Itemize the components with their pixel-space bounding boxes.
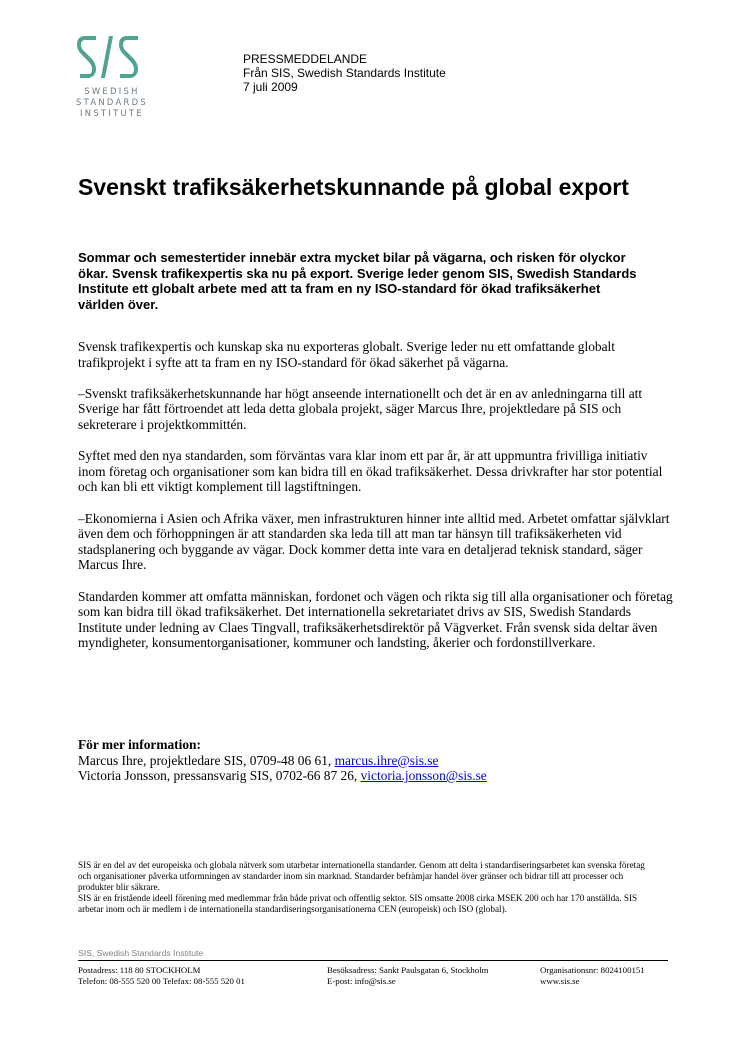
logo-line-1: SWEDISH	[84, 86, 140, 96]
document-type: PRESSMEDDELANDE	[243, 52, 368, 66]
logo-wordmark	[72, 86, 152, 119]
email-link-victoria[interactable]: victoria.jonsson@sis.se	[360, 768, 487, 784]
about-paragraph: SIS är en del av det europeiska och globala nätverk som utarbetar internationella standarder. Genom att delta i standardiseringsarbetet kan svenska företag och organisationer påverka utformningen av standarder inom sin marknad. Standarder befrämjar handel över gränser och bidrar till att processer och produkter blir säkrare.	[78, 860, 645, 893]
footer-org	[540, 965, 645, 986]
sis-logo-mark	[72, 36, 152, 84]
contact-text: Victoria Jonsson, pressansvarig SIS, 0702-66 87 26,	[78, 768, 361, 784]
sender-line: Från SIS, Swedish Standards Institute	[243, 66, 446, 80]
contact-info	[78, 737, 678, 784]
body-paragraph: –Ekonomierna i Asien och Afrika växer, men infrastrukturen hinner inte alltid med. Arbetet omfattar självklart även dem och förhoppningen är att standarden ska leda till att man tar hänsyn till trafiksäkerheten vid stadsplanering och byggande av vägar. Dock kommer detta inte vara en detaljerad teknisk standard, säger Marcus Ihre.	[78, 510, 670, 573]
footer-divider	[78, 960, 668, 961]
sis-logo	[72, 36, 152, 126]
phone-fax: Telefon: 08-555 520 00 Telefax: 08-555 520 01	[78, 975, 245, 986]
footer-postal	[78, 965, 245, 986]
press-release-title: Svenskt trafiksäkerhetskunnande på global export	[78, 174, 629, 200]
contact-text: Marcus Ihre, projektledare SIS, 0709-48 06 61,	[78, 752, 335, 768]
org-number: Organisationsnr: 8024100151	[540, 965, 645, 975]
footer-visit	[327, 965, 489, 986]
website: www.sis.se	[540, 975, 580, 986]
email-link-marcus[interactable]: marcus.ihre@sis.se	[334, 752, 439, 768]
release-date: 7 juli 2009	[243, 80, 298, 94]
body-paragraph: Syftet med den nya standarden, som förväntas vara klar inom ett par år, är att uppmuntra frivilliga initiativ inom företag och organisationer som kan bidra till en ökad trafiksäkerhet. Dessa drivkrafter har stor potential och kan bli ett viktigt komplement till lagstiftningen.	[78, 448, 663, 495]
footer-org-name: SIS, Swedish Standards Institute	[78, 948, 204, 958]
about-paragraph: SIS är en fristående ideell förening med medlemmar från både privat och offentlig sektor. SIS omsatte 2008 cirka MSEK 200 och har 170 anställda. SIS arbetar inom och är medlem i de internationella standardiseringsorganisationerna CEN (europeisk) och ISO (global).	[78, 893, 638, 915]
about-sis	[78, 860, 658, 915]
body-paragraph: Svensk trafikexpertis och kunskap ska nu exporteras globalt. Sverige leder nu ett omfattande globalt trafikprojekt i syfte att ta fram en ny ISO-standard för ökad säkerhet på vägarna.	[78, 339, 615, 370]
press-header	[243, 52, 446, 94]
contact-heading: För mer information:	[78, 737, 201, 752]
visit-address: Besöksadress: Sankt Paulsgatan 6, Stockholm	[327, 965, 489, 975]
contact-line-marcus	[78, 753, 678, 769]
body-paragraph: Standarden kommer att omfatta människan, fordonet och vägen och rikta sig till alla organisationer och företag som kan bidra till ökad trafiksäkerhet. Det internationella sekretariatet drivs av SIS, Swedish Standards Institute under ledning av Claes Tingvall, trafiksäkerhetsdirektör på Vägverket. Från svensk sida deltar även myndigheter, konsumentorganisationer, kommuner och landsting, åkerier och fordonstillverkare.	[78, 588, 673, 651]
body-paragraph: –Svenskt trafiksäkerhetskunnande har högt anseende internationellt och det är en av anledningarna till att Sverige har fått förtroendet att leda detta globala projekt, säger Marcus Ihre, projektledare på SIS och sekreterare i projektkommittén.	[78, 385, 643, 432]
logo-line-3: INSTITUTE	[80, 108, 144, 118]
logo-line-2: STANDARDS	[75, 97, 149, 107]
contact-line-victoria	[78, 768, 678, 784]
postal-address: Postadress: 118 80 STOCKHOLM	[78, 965, 201, 975]
lead-paragraph: Sommar och semestertider innebär extra mycket bilar på vägarna, och risken för olyckor ökar. Svensk trafikexpertis ska nu på export. Sverige leder genom SIS, Swedish Standards Institute ett globalt arbete med att ta fram en ny ISO-standard för ökad trafiksäkerhet världen över.	[78, 250, 637, 312]
body-text	[78, 339, 678, 666]
footer-email: E-post: info@sis.se	[327, 975, 396, 986]
